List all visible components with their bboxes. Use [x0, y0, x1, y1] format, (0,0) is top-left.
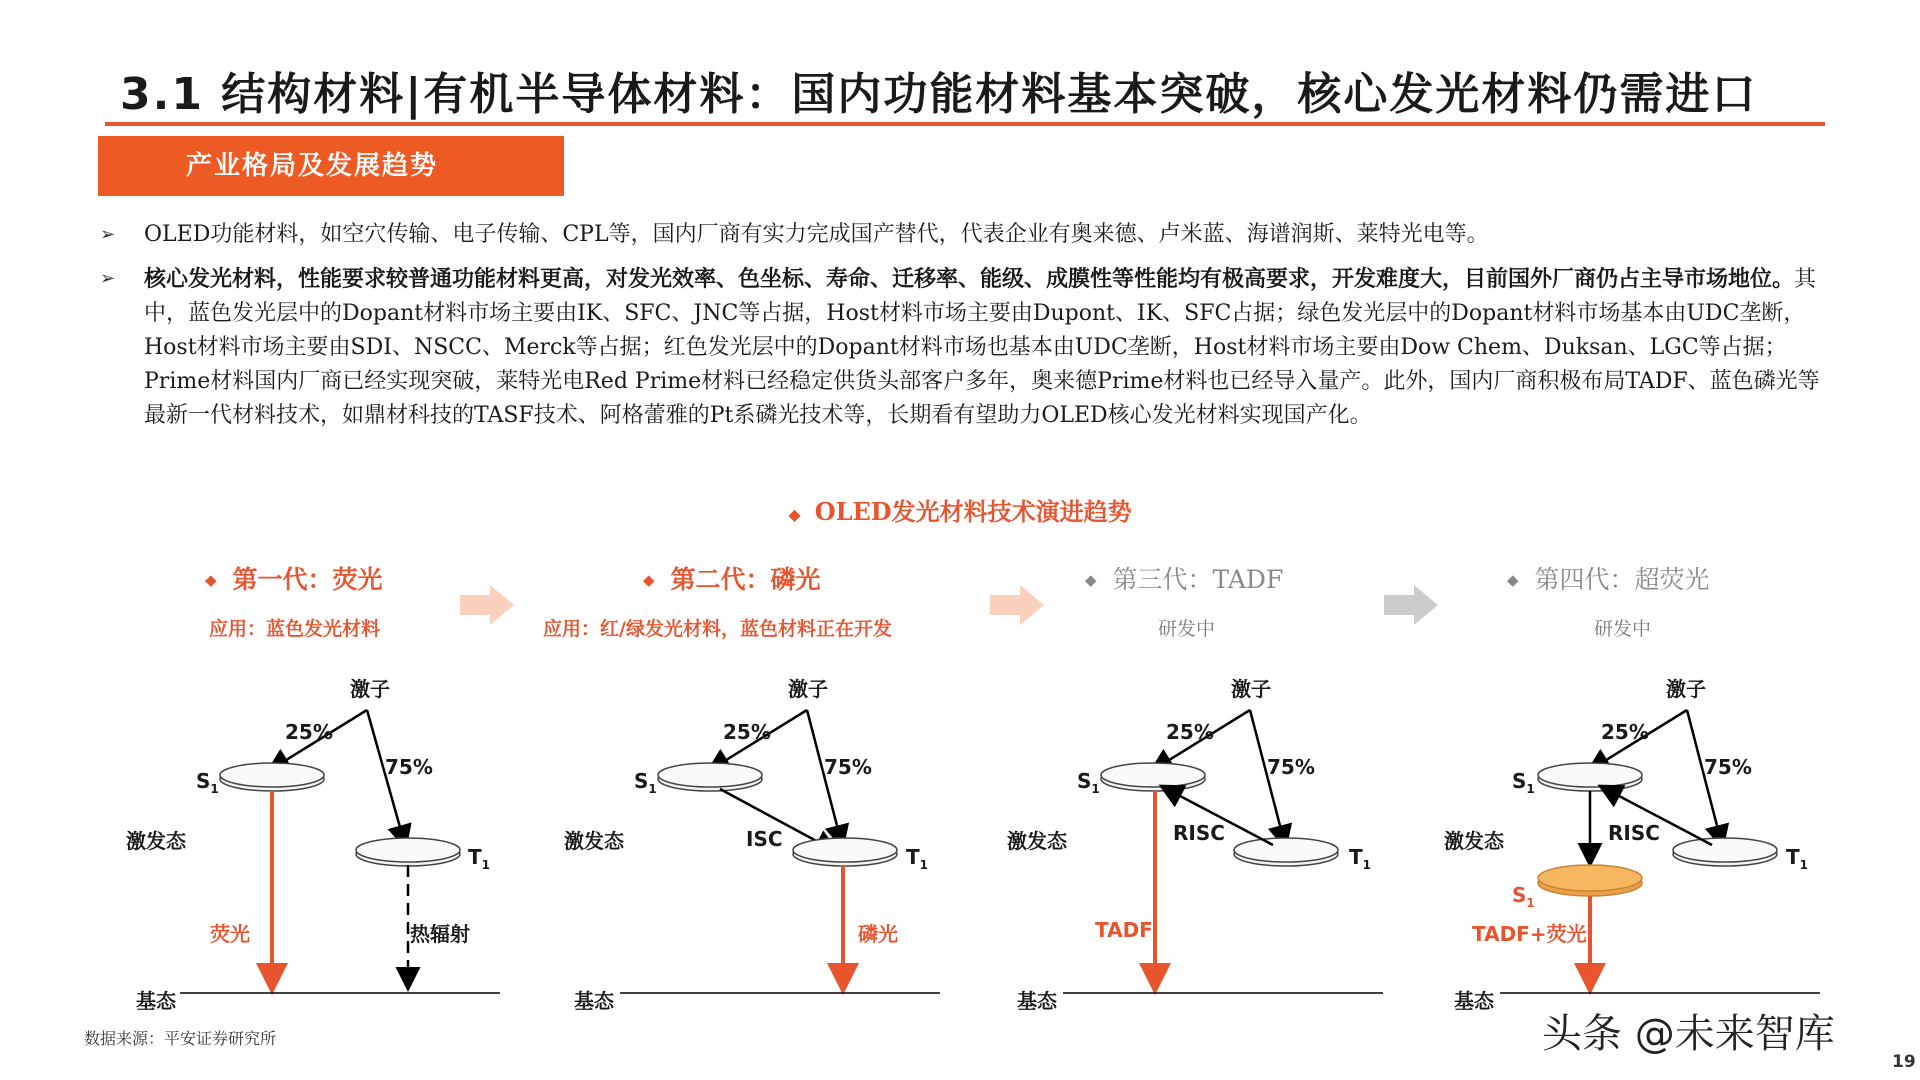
risc-label: RISC	[1608, 821, 1660, 845]
exciton-label: 激子	[350, 677, 390, 701]
flow-arrow-icon	[1384, 585, 1440, 625]
page-number: 19	[1892, 1052, 1916, 1072]
percent-25-label: 25%	[723, 720, 771, 744]
exciton-label: 激子	[788, 677, 828, 701]
exciton-label: 激子	[1666, 677, 1706, 701]
tadf-label: TADF	[1095, 918, 1153, 942]
gen-2-app: 应用：红/绿发光材料，蓝色材料正在开发	[543, 618, 892, 640]
bullet-text-2-bold: 核心发光材料，性能要求较普通功能材料更高，对发光效率、色坐标、寿命、迁移率、能级、成膜性等性能均有极高要求，开发难度大，目前国外厂商仍占主导市场地位。	[144, 266, 1795, 292]
s1-emitter-label: $S_1$	[1512, 883, 1535, 910]
phosphorescence-label: 磷光	[858, 922, 898, 946]
gen-4-title: ◆ 第四代：超荧光	[1507, 565, 1710, 594]
gen-3-title: ◆ 第三代：TADF	[1085, 565, 1284, 594]
s1-label: $S_1$	[634, 769, 657, 796]
excited-state-label: 激发态	[564, 829, 624, 853]
gen-1-title: ◆ 第一代：荧光	[205, 565, 383, 594]
risc-label: RISC	[1173, 821, 1225, 845]
isc-label: ISC	[746, 827, 783, 851]
bullet-item-1	[98, 218, 1828, 252]
bullet-text-1: OLED功能材料，如空穴传输、电子传输、CPL等，国内厂商有实力完成国产替代，代表企业有奥来德、卢米蓝、海谱润斯、莱特光电等。	[144, 222, 1489, 247]
percent-75-label: 75%	[1267, 755, 1315, 779]
diagram-fluorescence	[120, 675, 520, 1013]
gen-3-app: 研发中	[1158, 618, 1216, 640]
percent-25-label: 25%	[1601, 720, 1649, 744]
ground-state-label: 基态	[136, 989, 176, 1013]
diamond-icon: ◆	[788, 505, 801, 524]
bullet-arrow-icon: ➢	[100, 224, 116, 245]
diamond-icon: ◆	[205, 571, 217, 589]
bullet-item-2	[98, 262, 1828, 433]
ground-state-label: 基态	[574, 989, 614, 1013]
s1-label: $S_1$	[196, 769, 219, 796]
ground-state-label: 基态	[1454, 989, 1494, 1013]
gen-2-title: ◆ 第二代：磷光	[643, 565, 821, 594]
diagram-tadf	[1003, 675, 1403, 1013]
watermark: 头条 @未来智库	[1542, 1011, 1835, 1057]
fluorescence-label: 荧光	[210, 922, 250, 946]
ground-state-label: 基态	[1017, 989, 1057, 1013]
gen-1-app: 应用：蓝色发光材料	[209, 618, 381, 640]
diamond-icon: ◆	[1507, 571, 1519, 589]
percent-75-label: 75%	[824, 755, 872, 779]
t1-label: $T_1$	[1786, 845, 1809, 872]
flow-arrow-icon	[460, 585, 516, 625]
excited-state-label: 激发态	[1444, 829, 1504, 853]
percent-75-label: 75%	[385, 755, 433, 779]
gen-4-app: 研发中	[1594, 618, 1652, 640]
tadf-fluorescence-label: TADF+荧光	[1472, 922, 1587, 946]
bullet-list	[98, 218, 1828, 443]
data-source: 数据来源：平安证券研究所	[84, 1029, 277, 1048]
s1-label: $S_1$	[1077, 769, 1100, 796]
diagram-phosphorescence	[560, 675, 960, 1013]
percent-25-label: 25%	[285, 720, 333, 744]
title-underline	[105, 122, 1825, 126]
page-title: 3.1 结构材料|有机半导体材料：国内功能材料基本突破，核心发光材料仍需进口	[120, 69, 1758, 120]
t1-label: $T_1$	[1349, 845, 1372, 872]
percent-75-label: 75%	[1704, 755, 1752, 779]
chart-title: ◆ OLED发光材料技术演进趋势	[788, 497, 1132, 526]
section-tag: 产业格局及发展趋势	[98, 136, 564, 196]
diagram-hyperfluorescence	[1440, 675, 1840, 1013]
excited-state-label: 激发态	[1007, 829, 1067, 853]
percent-25-label: 25%	[1166, 720, 1214, 744]
diamond-icon: ◆	[643, 571, 655, 589]
t1-label: $T_1$	[468, 845, 491, 872]
s1-label: $S_1$	[1512, 769, 1535, 796]
bullet-text-2: 其中，蓝色发光层中的Dopant材料市场主要由IK、SFC、JNC等占据，Host材料市场主要由Dupont、IK、SFC占据；绿色发光层中的Dopant材料市场基本由UDC垄断，Host材料市场主要由SDI、NSCC、Merck等占据；红色发光层中的Dopant材料市场也基本由UDC垄断，Host材料市场主要由Dow Chem、Duksan、LGC等占据；Prime材料国内厂商已经实现突破，莱特光电Red Prime材料已经稳定供货头部客户多年，奥来德Prime材料也已经导入量产。此外，国内厂商积极布局TADF、蓝色磷光等最新一代材料技术，如鼎材科技的TASF技术、阿格蕾雅的Pt系磷光技术等，长期看有望助力OLED核心发光材料实现国产化。	[144, 267, 1820, 428]
exciton-label: 激子	[1231, 677, 1271, 701]
excited-state-label: 激发态	[126, 829, 186, 853]
diamond-icon: ◆	[1085, 571, 1097, 589]
bullet-arrow-icon: ➢	[100, 268, 116, 289]
flow-arrow-icon	[990, 585, 1046, 625]
t1-label: $T_1$	[906, 845, 929, 872]
heat-radiation-label: 热辐射	[410, 922, 470, 946]
